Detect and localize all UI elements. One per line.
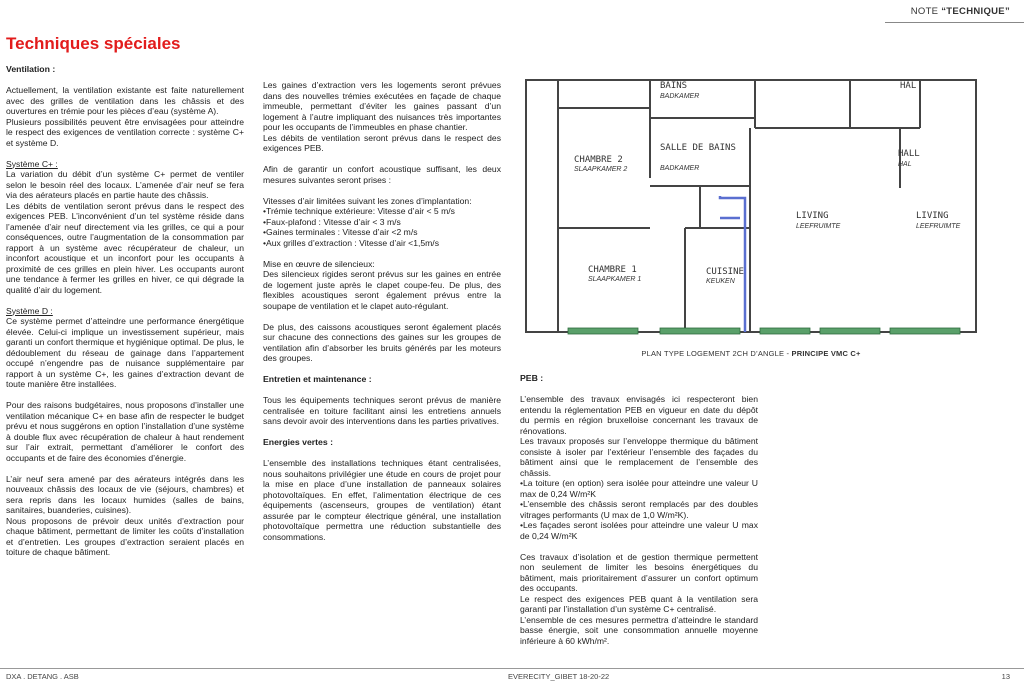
system-c-title: Système C+ : (6, 158, 58, 169)
plan-walls (526, 80, 976, 332)
plan-caption-prefix: PLAN TYPE LOGEMENT 2CH D’ANGLE - (641, 349, 792, 358)
room-sub: LEEFRUIMTE (916, 223, 961, 230)
air-speed-list: Vitesses d’air limitées suivant les zones d’implantation: •Trémie technique extérieure: Vitesse d’air < 5 m/s •Faux-plafond : Vitesse d’air < 3 m/s •Gaines terminales : Vitesse d’air <2 m/s •Aux grilles d’extraction : Vitesse d’air <1,5m/s (263, 195, 472, 248)
green-energy-heading: Energies vertes : (263, 437, 334, 447)
system-d-title: Système D : (6, 305, 53, 316)
ventilation-heading: Ventilation : (6, 64, 56, 74)
room-name: LIVING (796, 211, 829, 221)
header-note-prefix: NOTE (910, 6, 942, 17)
acoustic-intro: Afin de garantir un confort acoustique suffisant, les deux mesures suivantes seront prises : (263, 164, 501, 185)
ventilation-intro: Actuellement, la ventilation existante est faite naturellement avec des grilles de ventilation dans les châssis et des ouvertures en trémie pour les pièces d’eau (système A). Plusieurs possibilités peuvent être envisagées pour atteindre le respect des exigences de ventilation correcte : système C+ et système D. (6, 85, 244, 148)
room-name: HALL (898, 149, 920, 159)
room-sub: BADKAMER (660, 93, 700, 100)
room-name: CHAMBRE 2 (574, 155, 623, 165)
room-sub: SLAAPKAMER 1 (588, 276, 642, 283)
room-name: HAL (900, 81, 917, 91)
room-sub: KEUKEN (706, 278, 735, 285)
plan-caption-bold: PRINCIPE VMC C+ (791, 349, 861, 358)
footer-rule (0, 668, 1024, 669)
floor-plan (520, 78, 982, 343)
column-2 (263, 80, 501, 553)
page-number: 13 (1001, 672, 1010, 681)
maintenance-text: Tous les équipements techniques seront prévus de manière centralisée en toiture facilitant ainsi les entretiens annuels sans devoir avoir des interventions dans les parties privatives. (263, 395, 501, 426)
peb-paragraph-1: L’ensemble des travaux envisagés ici respecteront bien entendu la réglementation PEB en vigueur en date du dépôt du permis en région bruxelloise concernant les travaux de rénovations. Les travaux proposés sur l’enveloppe thermique du bâtiment consiste à isoler par l’extérieur l’ensemble des façades du bâtiment ainsi que le remplacement de l’ensemble des châssis. •La toiture (en option) sera isolée pour atteindre une valeur U max de 0,24 W/m²K •L’ensemble des châssis seront remplacés par des doubles vitrages performants (U max de 1,0 W/m²K). •Les façades seront isolées pour atteindre une valeur U max de 0,24 W/m²K (520, 394, 758, 541)
page-title: Techniques spéciales (6, 34, 181, 53)
room-sub: SLAAPKAMER 2 (574, 166, 628, 173)
peb-paragraph-2: Ces travaux d’isolation et de gestion thermique permettent non seulement de limiter les besoins énergétiques du bâtiment, mais prioritairement d’assurer un confort optimum des occupants. Le respect des exigences PEB quant à la ventilation sera garanti par l’installation d’un système C+ centralisé. L’ensemble de ces mesures permettra d’atteindre le standard basse énergie, soit une consommation annuelle moyenne inférieure à 60 kWh/m². (520, 551, 758, 646)
maintenance-heading: Entretien et maintenance : (263, 374, 372, 384)
room-name: SALLE DE BAINS (660, 143, 736, 153)
room-labels (574, 81, 961, 285)
system-d-text: Ce système permet d’atteindre une performance énergétique élevée. Celui-ci implique un investissement supérieur, mais garanti un confort thermique et hygiénique optimal. De plus, le dédoublement du réseau de gainage dans l’appartement occupé n’engendre pas de nuisance supplémentaire par rapport à un système C+, les gaines d’extraction devant de toute manière être installées. (6, 316, 244, 389)
header-rule (885, 22, 1024, 23)
room-sub: HAL (898, 161, 912, 168)
plan-caption (520, 349, 982, 358)
caisson-paragraph: De plus, des caissons acoustiques seront également placés sur chacune des connections des gaines sur les groupes de ventilation afin d’absorber les bruits générés par les moteurs des groupes. (263, 321, 501, 363)
footer-left: DXA . DETANG . ASB (6, 672, 79, 681)
room-name: LIVING (916, 211, 949, 221)
air-paragraph: L’air neuf sera amené par des aérateurs intégrés dans les nouveaux châssis des locaux de vie (séjours, chambres) et sera repris dans les locaux humides (salles de bains, sanitaires, buanderies, cuisines). Nous proposons de prévoir deux unités d’extraction pour chaque bâtiment, permettant de limiter les coûts d’installation et d’entretien. Les groupes d’extraction seraient placés en toiture de chaque bâtiment. (6, 473, 244, 557)
green-energy-text: L’ensemble des installations techniques étant centralisées, nous souhaitons privilégier une étude en cours de projet pour la mise en place d’une installation de panneaux solaires photovoltaïques. En effet, l’alimentation électrique de ces équipements (ascenseurs, groupes de ventilation) étant assurée par le compteur électrique général, une installation photovoltaïque permettra une réduction substantielle des consommations. (263, 458, 501, 542)
silencer-paragraph: Mise en œuvre de silencieux: Des silencieux rigides seront prévus sur les gaines en entrée de logement juste après le clapet coupe-feu. De plus, des flexibles acoustiques seront également prévus entre la soupape de ventilation et le clapet auto-régulant. (263, 258, 501, 311)
room-name: BAINS (660, 81, 688, 91)
footer-project: EVERECITY_GIBET 18-20-22 (508, 672, 610, 681)
column-3 (520, 373, 758, 657)
peb-heading: PEB : (520, 373, 544, 383)
room-name: CHAMBRE 1 (588, 265, 637, 275)
ventilation-ducts (720, 196, 745, 332)
budget-paragraph: Pour des raisons budgétaires, nous proposons d’installer une ventilation mécanique C+ en base afin de respecter le budget prévu et nous suggérons en option l’installation d’une système à double flux avec récupération de chaleur à haut rendement sur l’air extrait, permettant d’améliorer le confort des occupants et de faire des économies d’énergie. (6, 400, 244, 463)
gaines-paragraph: Les gaines d’extraction vers les logements seront prévues dans des nouvelles trémies exécutées en façade de chaque immeuble, permettant d’éviter les gaines passant d’un logement à l’autre impliquant des nuisances très importantes pour les occupants de l’immeubles en phase chantier. Les débits de ventilation seront prévus dans le respect des exigences PEB. (263, 80, 501, 153)
room-sub: LEEFRUIMTE (796, 223, 841, 230)
header-note-bold: “TECHNIQUE” (941, 6, 1010, 17)
room-name: CUISINE (706, 267, 744, 277)
system-c-text: La variation du débit d’un système C+ permet de ventiler selon le besoin réel des locaux. L’amenée d’air neuf se fera via des aérateurs placés en partie haute des châssis. Les débits de ventilation seront prévus dans le respect des exigences PEB. L’inconvénient d’un tel système réside dans l’amenée d’air neuf directement via les grilles, ce qui a pour conséquences, outre l’augmentation de la consommation par rapport à un système avec récupérateur de chaleur, un inconfort acoustique et un inconfort pour les occupants à proximité de ces grilles en plein hiver. Les occupants auront une tendance à fermer les grilles en hiver, ce qui dégrade la qualité d’air du logement. (6, 169, 244, 295)
header-note (911, 6, 1010, 17)
window-frames (568, 328, 960, 334)
column-1 (6, 64, 244, 568)
room-sub: BADKAMER (660, 165, 700, 172)
